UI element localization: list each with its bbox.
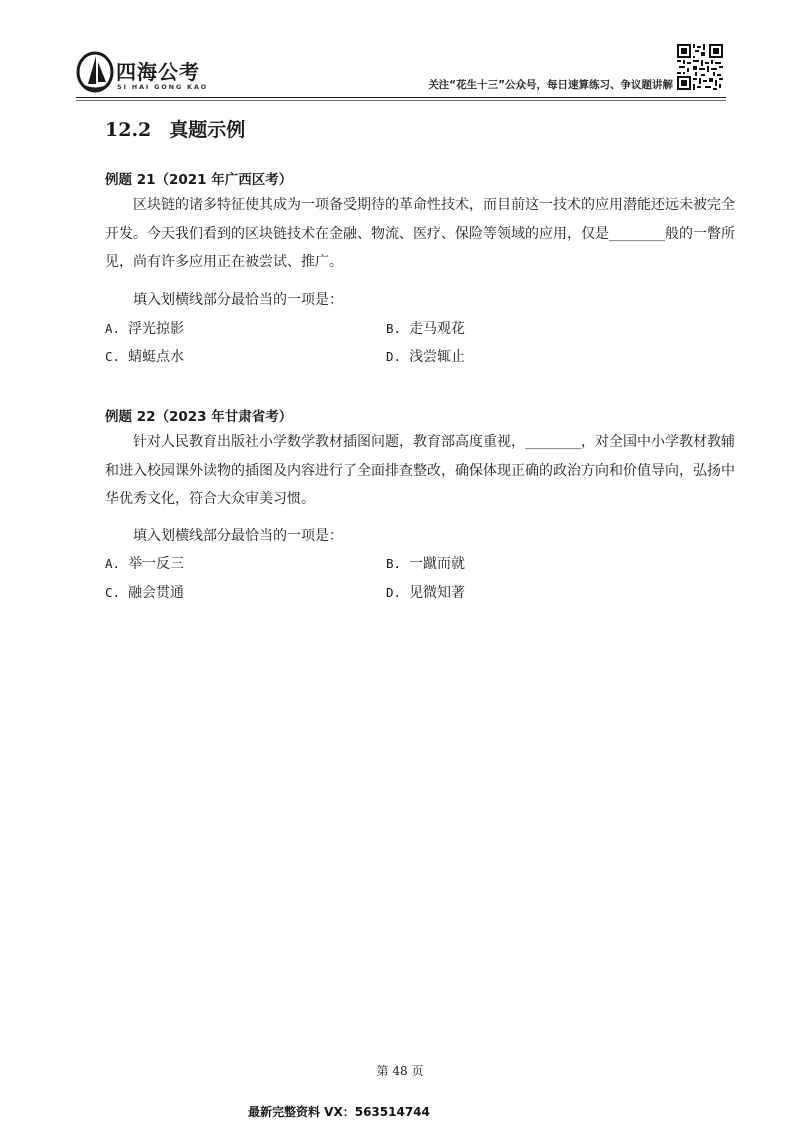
- option-text: 一蹴而就: [409, 556, 466, 572]
- sailboat-logo-icon: [76, 50, 114, 94]
- option-letter: A.: [105, 556, 121, 571]
- option-text: 见微知著: [409, 585, 466, 601]
- option-a: [105, 318, 184, 338]
- option-letter: C.: [105, 585, 121, 600]
- option-c: [105, 346, 184, 366]
- question-instruction: 填入划横线部分最恰当的一项是：: [133, 292, 343, 308]
- question-title: 例题 21（2021 年广西区考）: [105, 172, 293, 188]
- option-c: [105, 582, 184, 602]
- logo: [76, 50, 226, 96]
- option-text: 走马观花: [409, 321, 466, 337]
- qr-code-icon: [677, 44, 723, 90]
- option-text: 举一反三: [128, 556, 185, 572]
- option-b: [386, 553, 465, 573]
- logo-text: 四海公考: [116, 60, 200, 84]
- option-letter: C.: [105, 349, 121, 364]
- option-letter: B.: [386, 321, 402, 336]
- question-stem: 区块链的诸多特征使其成为一项备受期待的革命性技术，而目前这一技术的应用潜能还远未被完全开发。今天我们看到的区块链技术在金融、物流、医疗、保险等领域的应用，仅是________般的一瞥所见，尚有许多应用正在被尝试、推广。: [105, 197, 735, 270]
- option-text: 浮光掠影: [128, 321, 185, 337]
- option-b: [386, 318, 465, 338]
- question-stem: 针对人民教育出版社小学数学教材插图问题，教育部高度重视，________，对全国中小学教材教辅和进入校园课外读物的插图及内容进行了全面排查整改，确保体现正确的政治方向和价值导向，弘扬中华优秀文化，符合大众审美习惯。: [105, 434, 735, 507]
- option-text: 浅尝辄止: [409, 349, 466, 365]
- section-number: 12.2: [105, 119, 152, 141]
- option-letter: A.: [105, 321, 121, 336]
- question-instruction: 填入划横线部分最恰当的一项是：: [133, 528, 343, 544]
- option-letter: B.: [386, 556, 402, 571]
- promo-text: 最新完整资料 VX：563514744: [248, 1105, 430, 1119]
- header-divider-thin: [76, 100, 726, 101]
- logo-subtext: SI HAI GONG KAO: [117, 83, 209, 91]
- option-letter: D.: [386, 585, 402, 600]
- option-a: [105, 553, 184, 573]
- option-letter: D.: [386, 349, 402, 364]
- option-text: 融会贯通: [128, 585, 185, 601]
- qr-code: [677, 44, 723, 90]
- question-title: 例题 22（2023 年甘肃省考）: [105, 409, 293, 425]
- option-d: [386, 582, 465, 602]
- page-number: 第 48 页: [376, 1064, 424, 1078]
- option-d: [386, 346, 465, 366]
- section-title: [105, 115, 245, 142]
- option-text: 蜻蜓点水: [128, 349, 185, 365]
- section-title-text: 真题示例: [169, 119, 246, 141]
- header-slogan: 关注“花生十三”公众号，每日速算练习、争议题讲解: [428, 79, 673, 91]
- header-divider: [76, 97, 726, 98]
